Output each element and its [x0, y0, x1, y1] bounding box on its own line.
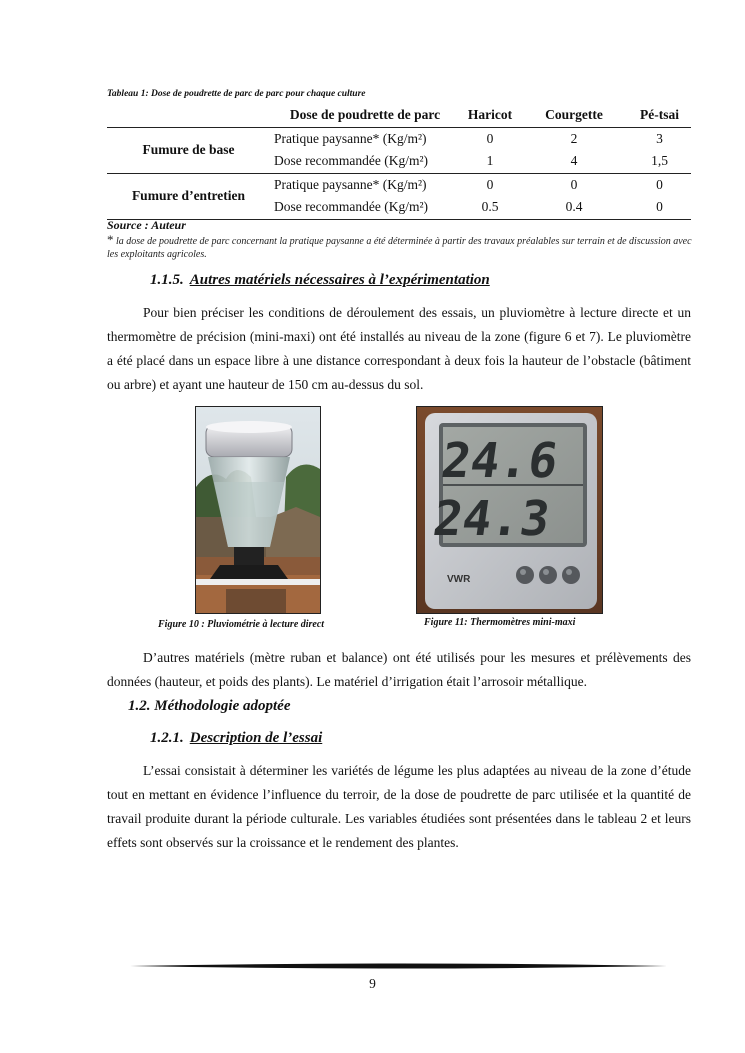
- heading-1-1-5: [150, 272, 490, 289]
- category-fumure-base: Fumure de base: [107, 127, 270, 173]
- header-courgette: Courgette: [520, 104, 628, 127]
- row-label: Dose recommandée (Kg/m²): [274, 153, 428, 169]
- cell-courgette: 0.4: [520, 196, 628, 219]
- cell-petsai: 3: [656, 130, 663, 146]
- table-row: [107, 127, 691, 150]
- footer-divider: [130, 962, 667, 970]
- header-empty: [107, 104, 270, 127]
- cell-haricot: 0: [460, 173, 520, 196]
- table-note: [107, 233, 692, 261]
- table-source: Source : Auteur: [107, 218, 186, 232]
- page-number: 9: [369, 976, 376, 991]
- dose-table: [107, 104, 691, 220]
- heading-number: 1.1.5.: [150, 272, 184, 288]
- cell-haricot: 0: [486, 130, 494, 146]
- category-fumure-entretien: Fumure d’entretien: [107, 173, 270, 219]
- paragraph-description-essai: L’essai consistait à déterminer les variétés de légume les plus adaptées au niveau de la zone d’étude tout en mettant en évidence l’influence du terroir, de la dose de poudrette de parc utilisée et la quantité de travail produite durant la période culturale. Les variables étudiées sont présentées dans le tableau 2 et leurs effets sont observés sur la croissance et le rendement des plantes.: [107, 763, 691, 850]
- heading-title: Description de l’essai: [189, 730, 323, 746]
- cell-petsai: 0: [628, 196, 691, 219]
- heading-title: Méthodologie adoptée: [154, 698, 291, 714]
- table-caption: Tableau 1: Dose de poudrette de parc de parc pour chaque culture: [107, 89, 366, 99]
- figure-11-caption: Figure 11: Thermomètres mini-maxi: [424, 617, 576, 628]
- heading-number: 1.2.: [128, 698, 151, 714]
- row-label: Dose recommandée (Kg/m²): [270, 196, 460, 219]
- cell-courgette: 0: [520, 173, 628, 196]
- heading-title: Autres matériels nécessaires à l’expérimentation: [189, 272, 490, 288]
- figure-10-caption: Figure 10 : Pluviométrie à lecture direct: [158, 619, 325, 630]
- cell-courgette: 4: [570, 153, 578, 169]
- note-text: la dose de poudrette de parc concernant la pratique paysanne a été déterminée à partir des travaux préalables sur terrain et de discussion avec les exploitants agricoles.: [107, 236, 692, 260]
- header-petsai: Pé-tsai: [628, 104, 691, 127]
- thermometer-illustration: [417, 407, 602, 613]
- thermo-bottom-reading: 24.3: [429, 491, 554, 547]
- row-label: Pratique paysanne* (Kg/m²): [274, 130, 427, 146]
- thermo-brand-label: VWR: [447, 574, 471, 585]
- paragraph-materiels: Pour bien préciser les conditions de déroulement des essais, un pluviomètre à lecture directe et un thermomètre de précision (mini-maxi) ont été installés au niveau de la zone (figure 6 et 7). Le pluviomètre a été placé dans un espace libre à une distance correspondant à deux fois la hauteur de l’obstacle (bâtiment ou arbre) et ayant une hauteur de 150 cm au-dessus du sol.: [107, 305, 691, 392]
- cell-haricot: 0.5: [460, 196, 520, 219]
- thermo-top-reading: 24.6: [437, 433, 562, 489]
- figure-10-rain-gauge-image: [195, 406, 321, 614]
- cell-haricot: 1: [486, 153, 494, 169]
- heading-number: 1.2.1.: [150, 730, 184, 746]
- cell-petsai: 1,5: [651, 153, 668, 169]
- cell-courgette: 2: [570, 130, 578, 146]
- paragraph-autres-materiels: D’autres matériels (mètre ruban et balance) ont été utilisés pour les mesures et prélèvements des données (hauteur, et poids des plants). Le matériel d’irrigation était l’arrosoir métallique.: [107, 650, 691, 689]
- cell-petsai: 0: [628, 173, 691, 196]
- note-star: *: [107, 232, 114, 247]
- header-haricot: Haricot: [460, 104, 520, 127]
- figure-11-thermometer-image: [416, 406, 603, 614]
- table-row: [107, 173, 691, 196]
- table-header-row: [107, 104, 691, 127]
- heading-1-2: [128, 698, 290, 715]
- rain-gauge-illustration: [196, 407, 320, 613]
- heading-1-2-1: [150, 730, 322, 747]
- row-label: Pratique paysanne* (Kg/m²): [270, 173, 460, 196]
- header-dose: Dose de poudrette de parc: [270, 104, 460, 127]
